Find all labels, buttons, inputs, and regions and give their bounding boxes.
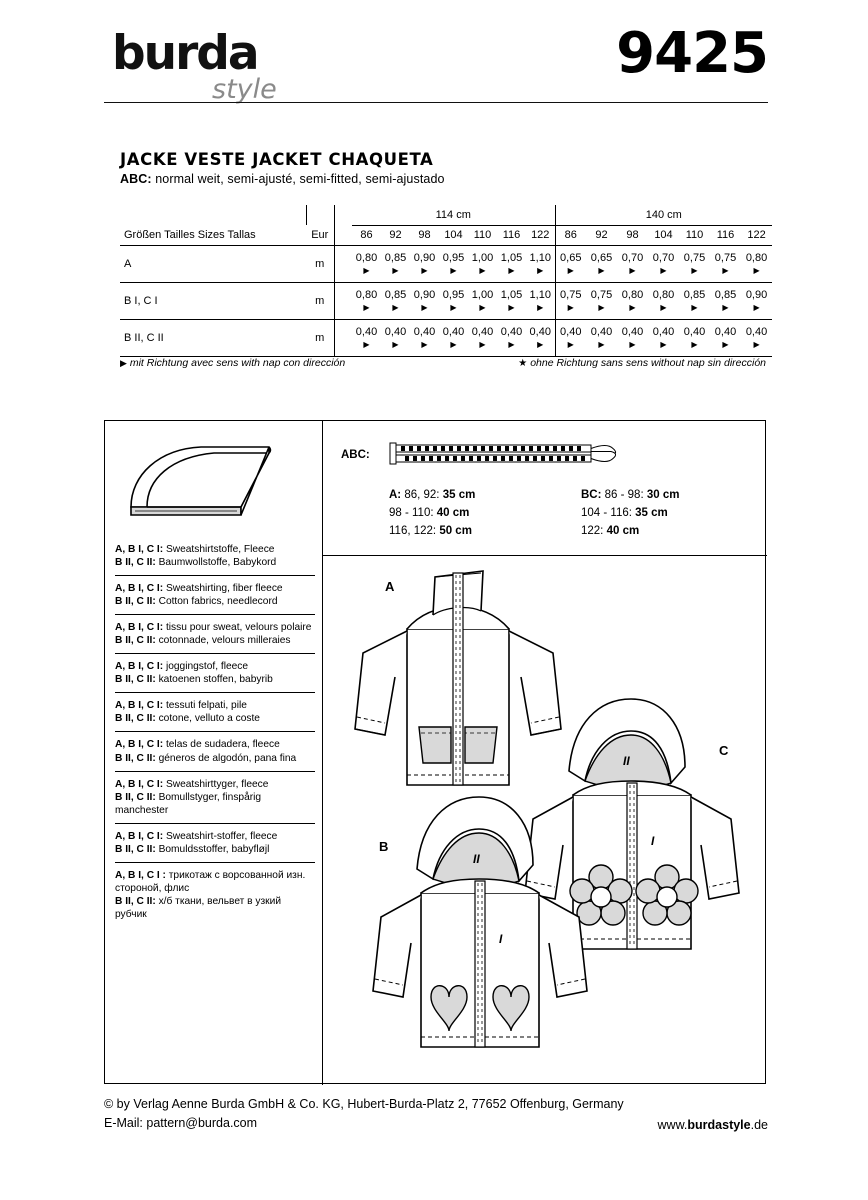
notion-a-sizes-3: 116, 122: bbox=[389, 524, 440, 537]
cell-biicii-114-98: 0,40 ▶ bbox=[410, 319, 439, 356]
nap-arrow-icon: ▶ bbox=[421, 339, 428, 349]
fabric-views-es-2: B II, C II: bbox=[115, 752, 156, 764]
row-label-a: A bbox=[120, 245, 306, 282]
notion-bc-value-2: 35 cm bbox=[635, 506, 668, 519]
cell-bici-114-116: 1,05 ▶ bbox=[497, 282, 526, 319]
row-label-bii-cii: B II, C II bbox=[120, 319, 306, 356]
fabric-text-de-2: Baumwollstoffe, Babykord bbox=[155, 557, 277, 569]
cell-biicii-114-104: 0,40 ▶ bbox=[439, 319, 468, 356]
fabric-views-da-2: B II, C II: bbox=[115, 843, 156, 855]
nap-arrow-icon: ▶ bbox=[567, 339, 574, 349]
list-item bbox=[115, 862, 315, 927]
fit-description bbox=[120, 172, 770, 186]
size-114-110: 110 bbox=[468, 225, 497, 245]
list-item bbox=[115, 575, 315, 614]
cell-biicii-140-116: 0,40 ▶ bbox=[710, 319, 741, 356]
illustration-box bbox=[104, 420, 766, 1084]
cell-bici-114-92: 0,85 ▶ bbox=[381, 282, 410, 319]
size-140-104: 104 bbox=[648, 225, 679, 245]
fit-views-label: ABC: bbox=[120, 172, 152, 186]
notion-a-sizes-1: 86, 92: bbox=[401, 489, 443, 501]
fabric-recommendations-list bbox=[115, 537, 315, 927]
fabric-views-sv-1: A, B I, C I: bbox=[115, 778, 164, 790]
fabric-views-en-2: B II, C II: bbox=[115, 596, 156, 608]
nap-arrow-icon: ▶ bbox=[363, 339, 370, 349]
title-block bbox=[120, 150, 770, 186]
fabric-views-nl-2: B II, C II: bbox=[115, 674, 156, 686]
legend-with-nap bbox=[120, 357, 345, 369]
empty-cell bbox=[334, 319, 352, 356]
list-item bbox=[115, 731, 315, 770]
nap-arrow-icon: ▶ bbox=[537, 302, 544, 312]
fabric-views-sv-2: B II, C II: bbox=[115, 791, 156, 803]
fabric-text-da-1: Sweatshirt-stoffer, fleece bbox=[163, 830, 278, 842]
cell-bici-114-110: 1,00 ▶ bbox=[468, 282, 497, 319]
list-item bbox=[115, 614, 315, 653]
nap-arrow-icon: ▶ bbox=[660, 265, 667, 275]
eur-label: Eur bbox=[306, 225, 334, 245]
notion-bc-value-3: 40 cm bbox=[606, 524, 640, 537]
cell-a-140-104: 0,70 ▶ bbox=[648, 245, 679, 282]
fabric-views-it-2: B II, C II: bbox=[115, 713, 156, 725]
fabric-views-de-2: B II, C II: bbox=[115, 557, 156, 569]
size-row-label: Größen Tailles Sizes Tallas bbox=[120, 225, 306, 245]
cell-bici-114-122: 1,10 ▶ bbox=[526, 282, 555, 319]
fabric-views-es-1: A, B I, C I: bbox=[115, 739, 164, 751]
fabric-text-fr-1: tissu pour sweat, velours polaire bbox=[163, 622, 312, 634]
table-row-size-headers bbox=[120, 225, 772, 245]
website-link[interactable] bbox=[658, 1116, 768, 1135]
row-unit-bi-ci: m bbox=[306, 282, 334, 319]
nap-arrow-icon: ▶ bbox=[479, 265, 486, 275]
list-item bbox=[115, 653, 315, 692]
fabric-text-it-1: tessuti felpati, pile bbox=[163, 700, 247, 712]
nap-arrow-icon: ▶ bbox=[508, 302, 515, 312]
cell-biicii-114-92: 0,40 ▶ bbox=[381, 319, 410, 356]
nap-arrow-icon: ▶ bbox=[508, 339, 515, 349]
nap-arrow-icon: ▶ bbox=[363, 265, 370, 275]
view-c-piece-one: I bbox=[651, 834, 655, 848]
empty-cell bbox=[306, 205, 334, 225]
fabric-text-nl-2: katoenen stoffen, babyrib bbox=[155, 674, 273, 686]
fabric-views-it-1: A, B I, C I: bbox=[115, 700, 164, 712]
notion-a-sizes-2: 98 - 110: bbox=[389, 506, 437, 519]
row-label-bi-ci: B I, C I bbox=[120, 282, 306, 319]
list-item bbox=[115, 771, 315, 823]
nap-arrow-icon: ▶ bbox=[629, 265, 636, 275]
empty-cell bbox=[334, 225, 352, 245]
nap-arrow-icon: ▶ bbox=[392, 265, 399, 275]
fabric-text-sv-1: Sweatshirttyger, fleece bbox=[163, 778, 269, 790]
cell-bici-140-104: 0,80 ▶ bbox=[648, 282, 679, 319]
garment-title: JACKE VESTE JACKET CHAQUETA bbox=[120, 150, 434, 169]
row-unit-a: m bbox=[306, 245, 334, 282]
fabric-text-es-1: telas de sudadera, fleece bbox=[163, 739, 280, 751]
notions-views-label: ABC: bbox=[341, 449, 370, 461]
row-unit-bii-cii: m bbox=[306, 319, 334, 356]
cell-bici-140-116: 0,85 ▶ bbox=[710, 282, 741, 319]
cell-a-114-86: 0,80 ▶ bbox=[352, 245, 381, 282]
nap-arrow-icon: ▶ bbox=[660, 339, 667, 349]
cell-a-140-110: 0,75 ▶ bbox=[679, 245, 710, 282]
nap-arrow-icon: ▶ bbox=[691, 302, 698, 312]
fabric-views-en-1: A, B I, C I: bbox=[115, 583, 164, 595]
nap-arrow-icon: ▶ bbox=[567, 265, 574, 275]
legend-with-nap-text: mit Richtung avec sens with nap con dirección bbox=[129, 357, 346, 369]
notion-bc-sizes-1: 86 - 98: bbox=[601, 489, 647, 501]
legend-without-nap-text: ohne Richtung sans sens without nap sin dirección bbox=[530, 357, 766, 369]
notion-bc-value-1: 30 cm bbox=[646, 489, 680, 501]
website-brand: burdastyle bbox=[687, 1118, 751, 1132]
zipper-icon bbox=[389, 439, 629, 476]
notions-section bbox=[331, 427, 767, 555]
nap-arrow-icon: ▶ bbox=[722, 265, 729, 275]
fabric-text-nl-1: joggingstof, fleece bbox=[163, 661, 249, 673]
notion-bc-sizes-2: 104 - 116: bbox=[581, 506, 636, 519]
horizontal-divider bbox=[322, 555, 767, 556]
drawing-view-a bbox=[355, 571, 561, 785]
nap-arrow-icon: ▶ bbox=[392, 339, 399, 349]
fabric-views-ru-2: B II, C II: bbox=[115, 895, 156, 907]
cell-a-114-98: 0,90 ▶ bbox=[410, 245, 439, 282]
table-row-width-headers bbox=[120, 205, 772, 225]
fabric-text-ru-2: х/б ткани, вельвет в узкий рубчик bbox=[115, 895, 282, 920]
fabric-fold-illustration bbox=[119, 435, 309, 527]
nap-arrow-icon: ▶ bbox=[537, 265, 544, 275]
nap-arrow-icon: ▶ bbox=[363, 302, 370, 312]
view-label-a: A bbox=[385, 579, 395, 594]
cell-biicii-114-110: 0,40 ▶ bbox=[468, 319, 497, 356]
cell-biicii-140-86: 0,40 ▶ bbox=[555, 319, 586, 356]
cell-a-140-98: 0,70 ▶ bbox=[617, 245, 648, 282]
technical-drawings bbox=[323, 557, 767, 1085]
fabric-text-fr-2: cotonnade, velours milleraies bbox=[155, 635, 291, 647]
size-114-116: 116 bbox=[497, 225, 526, 245]
nap-arrow-icon: ▶ bbox=[598, 302, 605, 312]
email-line: E-Mail: pattern@burda.com bbox=[104, 1115, 258, 1130]
table-row bbox=[120, 282, 772, 319]
nap-arrow-icon: ▶ bbox=[508, 265, 515, 275]
nap-arrow-icon: ▶ bbox=[753, 302, 760, 312]
notions-lengths-a bbox=[389, 487, 475, 540]
table-row bbox=[120, 319, 772, 356]
fabric-text-en-1: Sweatshirting, fiber fleece bbox=[163, 583, 283, 595]
cell-bici-140-122: 0,90 ▶ bbox=[741, 282, 772, 319]
fabric-text-sv-2: Bomullstyger, finspårig manchester bbox=[115, 791, 262, 816]
fabric-views-fr-2: B II, C II: bbox=[115, 635, 156, 647]
list-item bbox=[115, 823, 315, 862]
fabric-views-nl-1: A, B I, C I: bbox=[115, 661, 164, 673]
cell-bici-140-98: 0,80 ▶ bbox=[617, 282, 648, 319]
fit-text: normal weit, semi-ajusté, semi-fitted, semi-ajustado bbox=[151, 172, 445, 186]
view-label-b: B bbox=[379, 839, 389, 854]
burda-style-sublogo: style bbox=[212, 74, 277, 105]
cell-biicii-114-122: 0,40 ▶ bbox=[526, 319, 555, 356]
cell-biicii-140-98: 0,40 ▶ bbox=[617, 319, 648, 356]
nap-arrow-icon: ▶ bbox=[722, 302, 729, 312]
nap-arrow-icon: ▶ bbox=[120, 358, 127, 368]
nap-arrow-icon: ▶ bbox=[598, 339, 605, 349]
cell-a-114-104: 0,95 ▶ bbox=[439, 245, 468, 282]
nap-arrow-icon: ▶ bbox=[450, 302, 457, 312]
size-table bbox=[120, 205, 772, 357]
fabric-views-ru-1: A, B I, C I : bbox=[115, 869, 166, 881]
cell-biicii-114-86: 0,40 ▶ bbox=[352, 319, 381, 356]
nap-arrow-icon: ▶ bbox=[421, 265, 428, 275]
nap-arrow-icon: ▶ bbox=[660, 302, 667, 312]
empty-cell bbox=[334, 245, 352, 282]
cell-bici-140-86: 0,75 ▶ bbox=[555, 282, 586, 319]
notions-lengths-bc bbox=[581, 487, 679, 540]
fabric-text-de-1: Sweatshirtstoffe, Fleece bbox=[163, 544, 275, 555]
size-114-104: 104 bbox=[439, 225, 468, 245]
notion-a-value-3: 50 cm bbox=[439, 524, 472, 537]
notion-a-label: A: bbox=[389, 489, 402, 501]
nap-arrow-icon: ▶ bbox=[629, 302, 636, 312]
notion-a-value-1: 35 cm bbox=[442, 489, 476, 501]
view-c-piece-two: II bbox=[623, 754, 630, 768]
header bbox=[104, 21, 768, 110]
cell-bici-114-104: 0,95 ▶ bbox=[439, 282, 468, 319]
legend-without-nap bbox=[518, 357, 766, 369]
size-140-98: 98 bbox=[617, 225, 648, 245]
fabric-views-da-1: A, B I, C I: bbox=[115, 830, 164, 842]
size-114-122: 122 bbox=[526, 225, 555, 245]
size-114-98: 98 bbox=[410, 225, 439, 245]
cell-biicii-140-122: 0,40 ▶ bbox=[741, 319, 772, 356]
nap-arrow-icon: ▶ bbox=[722, 339, 729, 349]
cell-a-140-122: 0,80 ▶ bbox=[741, 245, 772, 282]
nap-arrow-icon: ▶ bbox=[753, 265, 760, 275]
cell-a-114-122: 1,10 ▶ bbox=[526, 245, 555, 282]
pattern-number: 9425 bbox=[616, 21, 768, 86]
cell-biicii-140-104: 0,40 ▶ bbox=[648, 319, 679, 356]
cell-biicii-140-110: 0,40 ▶ bbox=[679, 319, 710, 356]
fabric-width-140: 140 cm bbox=[555, 205, 772, 225]
nap-arrow-icon: ▶ bbox=[450, 339, 457, 349]
size-140-92: 92 bbox=[586, 225, 617, 245]
nap-arrow-icon: ▶ bbox=[392, 302, 399, 312]
list-item bbox=[115, 537, 315, 575]
nap-arrow-icon: ▶ bbox=[421, 302, 428, 312]
view-b-piece-two: II bbox=[473, 852, 480, 866]
notion-bc-sizes-3: 122: bbox=[581, 524, 607, 537]
fabric-text-ru-1: трикотаж с ворсованной изн. стороной, флис bbox=[115, 869, 306, 894]
fabric-text-it-2: cotone, velluto a coste bbox=[155, 713, 260, 725]
nap-arrow-icon: ▶ bbox=[450, 265, 457, 275]
cell-a-114-116: 1,05 ▶ bbox=[497, 245, 526, 282]
header-divider bbox=[104, 102, 768, 103]
nap-arrow-icon: ▶ bbox=[479, 339, 486, 349]
fabric-width-114: 114 cm bbox=[352, 205, 555, 225]
size-114-86: 86 bbox=[352, 225, 381, 245]
copyright-line: © by Verlag Aenne Burda GmbH & Co. KG, Hubert-Burda-Platz 2, 77652 Offenburg, Germany bbox=[104, 1097, 624, 1111]
nap-arrow-icon: ▶ bbox=[598, 265, 605, 275]
cell-bici-114-98: 0,90 ▶ bbox=[410, 282, 439, 319]
nap-arrow-icon: ▶ bbox=[479, 302, 486, 312]
cell-a-140-92: 0,65 ▶ bbox=[586, 245, 617, 282]
empty-cell bbox=[120, 205, 306, 225]
nap-arrow-icon: ▶ bbox=[537, 339, 544, 349]
view-b-piece-one: I bbox=[499, 932, 503, 946]
cell-biicii-140-92: 0,40 ▶ bbox=[586, 319, 617, 356]
website-tld: .de bbox=[750, 1118, 768, 1132]
nap-arrow-icon: ▶ bbox=[567, 302, 574, 312]
size-140-110: 110 bbox=[679, 225, 710, 245]
nap-arrow-icon: ▶ bbox=[629, 339, 636, 349]
notion-bc-label: BC: bbox=[581, 489, 602, 501]
cell-a-140-86: 0,65 ▶ bbox=[555, 245, 586, 282]
cell-a-140-116: 0,75 ▶ bbox=[710, 245, 741, 282]
table-row bbox=[120, 245, 772, 282]
fabric-text-en-2: Cotton fabrics, needlecord bbox=[155, 596, 278, 608]
fabric-requirements-table bbox=[120, 205, 766, 357]
cell-biicii-114-116: 0,40 ▶ bbox=[497, 319, 526, 356]
footer bbox=[104, 1095, 768, 1133]
fabric-text-da-2: Bomuldsstoffer, babyfløjl bbox=[155, 843, 270, 855]
website-prefix: www. bbox=[657, 1118, 688, 1132]
cell-a-114-110: 1,00 ▶ bbox=[468, 245, 497, 282]
size-140-116: 116 bbox=[710, 225, 741, 245]
notion-a-value-2: 40 cm bbox=[436, 506, 470, 519]
fabric-views-de-1: A, B I, C I: bbox=[115, 544, 164, 555]
empty-cell bbox=[334, 205, 352, 225]
nap-arrow-icon: ▶ bbox=[753, 339, 760, 349]
cell-bici-140-92: 0,75 ▶ bbox=[586, 282, 617, 319]
size-114-92: 92 bbox=[381, 225, 410, 245]
burda-logo: burda bbox=[112, 26, 258, 81]
nap-arrow-icon: ▶ bbox=[691, 265, 698, 275]
cell-bici-114-86: 0,80 ▶ bbox=[352, 282, 381, 319]
fabric-text-es-2: géneros de algodón, pana fina bbox=[155, 752, 297, 764]
star-icon: ★ bbox=[518, 358, 528, 369]
cell-bici-140-110: 0,85 ▶ bbox=[679, 282, 710, 319]
cell-a-114-92: 0,85 ▶ bbox=[381, 245, 410, 282]
view-label-c: C bbox=[719, 743, 729, 758]
size-140-122: 122 bbox=[741, 225, 772, 245]
nap-arrow-icon: ▶ bbox=[691, 339, 698, 349]
fabric-views-fr-1: A, B I, C I: bbox=[115, 622, 164, 634]
empty-cell bbox=[334, 282, 352, 319]
size-140-86: 86 bbox=[555, 225, 586, 245]
list-item bbox=[115, 692, 315, 731]
